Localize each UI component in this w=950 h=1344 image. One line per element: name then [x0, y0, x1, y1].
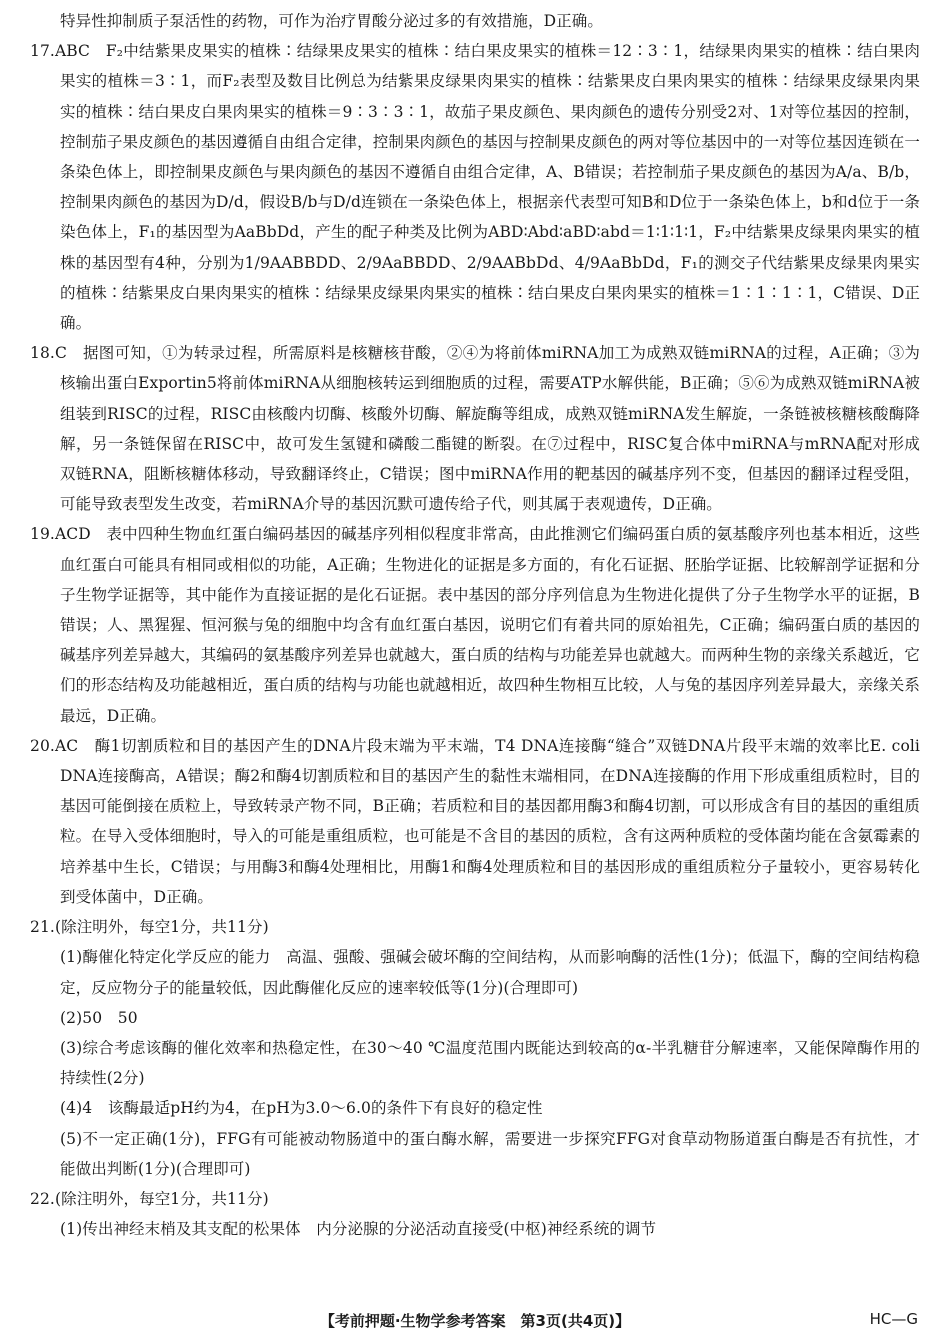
answer-17 [30, 36, 920, 338]
answer-21-header [30, 912, 920, 942]
answer-21-part-1: (1)酶催化特定化学反应的能力 高温、强酸、强碱会破坏酶的空间结构，从而影响酶的活性(1分)；低温下，酶的空间结构稳定，反应物分子的能量较低，因此酶催化反应的速率较低等(1分)(合理即可) [60, 948, 920, 997]
answer-number: 22. [30, 1189, 55, 1208]
answer-number: 21. [30, 918, 55, 937]
answer-page [30, 6, 920, 1244]
answer-number: 18. [30, 344, 55, 363]
answer-number: 17. [30, 42, 55, 61]
answer-text: ACD 表中四种生物血红蛋白编码基因的碱基序列相似程度非常高，由此推测它们编码蛋白质的氨基酸序列也基本相近，这些血红蛋白可能具有相同或相似的功能，A正确；生物进化的证据是多方面的，有化石证据、胚胎学证据、比较解剖学证据和分子生物学证据等，其中能作为直接证据的是化石证据。表中基因的部分序列信息为生物进化提供了分子生物学水平的证据，B错误；人、黑猩猩、恒河猴与兔的细胞中均含有血红蛋白基因，说明它们有着共同的原始祖先，C正确；编码蛋白质的基因的碱基序列差异越大，其编码的氨基酸序列差异也就越大，蛋白质的结构与功能差异也就越大。而两种生物的亲缘关系越近，它们的形态结构及功能越相近，蛋白质的结构与功能也就越相近，故四种生物相互比较，人与兔的基因序列差异最大，亲缘关系最远，D正确。 [54, 525, 920, 725]
scoring-note: (除注明外，每空1分，共11分) [54, 918, 269, 937]
answer-text: AC 酶1切割质粒和目的基因产生的DNA片段末端为平末端，T4 DNA连接酶“缝合”双链DNA片段平末端的效率比E. coli DNA连接酶高，A错误；酶2和酶4切割质粒和目的基因产生的黏性末端相同，在DNA连接酶的作用下形成重组质粒时，目的基因可能倒接在质粒上，导致转录产物不同，B正确；若质粒和目的基因都用酶3和酶4切割，可以形成含有目的基因的重组质粒。在导入受体细胞时，导入的可能是重组质粒，也可能是不含目的基因的质粒，含有这两种质粒的受体菌均能在含氨霉素的培养基中生长，C错误；与用酶3和酶4处理相比，用酶1和酶4处理质粒和目的基因形成的重组质粒分子量较小，更容易转化到受体菌中，D正确。 [54, 736, 920, 906]
answer-21-part-4: (4)4 该酶最适pH约为4，在pH为3.0～6.0的条件下有良好的稳定性 [60, 1099, 543, 1118]
answer-22-header [30, 1184, 920, 1214]
scoring-note: (除注明外，每空1分，共11分) [54, 1189, 269, 1208]
answer-number: 20. [30, 736, 55, 755]
answer-text: ABC F₂中结紫果皮果实的植株∶结绿果皮果实的植株∶结白果皮果实的植株＝12∶3∶1，结绿果肉果实的植株∶结白果肉果实的植株＝3∶1，而F₂表型及数目比例总为结紫果皮绿果肉果实的植株∶结紫果皮白果肉果实的植株∶结绿果皮绿果肉果实的植株∶结白果皮白果肉果实的植株＝9∶3∶3∶1，故茄子果皮颜色、果肉颜色的遗传分别受2对、1对等位基因的控制，控制茄子果皮颜色的基因遵循自由组合定律，控制果肉颜色的基因与控制果皮颜色的两对等位基因中的一对等位基因连锁在一条染色体上，即控制果皮颜色与果肉颜色的基因不遵循自由组合定律，A、B错误；若控制茄子果皮颜色的基因为A/a、B/b，控制果肉颜色的基因为D/d，假设B/b与D/d连锁在一条染色体上，根据亲代表型可知B和D位于一条染色体上，b和d位于一条染色体上，F₁的基因型为AaBbDd，产生的配子种类及比例为ABD∶Abd∶aBD∶abd＝1∶1∶1∶1，F₂中结紫果皮绿果肉果实的植株的基因型有4种，分别为1/9AABBDD、2/9AaBBDD、2/9AABbDd、4/9AaBbDd，F₁的测交子代结紫果皮绿果肉果实的植株∶结紫果皮白果肉果实的植株∶结绿果皮绿果肉果实的植株∶结白果皮白果肉果实的植株＝1∶1∶1∶1，C错误、D正确。 [54, 42, 920, 333]
page-footer [0, 1308, 950, 1334]
answer-number: 19. [30, 525, 55, 544]
footer-code: HC—G [869, 1310, 918, 1328]
answer-21-part-2: (2)50 50 [60, 1008, 138, 1027]
footer-title: 【考前押题·生物学参考答案 第3页(共4页)】 [319, 1312, 631, 1330]
answer-22-part-1: (1)传出神经末梢及其支配的松果体 内分泌腺的分泌活动直接受(中枢)神经系统的调节 [60, 1220, 657, 1239]
answer-19 [30, 519, 920, 730]
answer-21-part-3: (3)综合考虑该酶的催化效率和热稳定性，在30～40 ℃温度范围内既能达到较高的α-半乳糖苷分解速率，又能保障酶作用的持续性(2分) [60, 1038, 920, 1088]
continuation-line: 特异性抑制质子泵活性的药物，可作为治疗胃酸分泌过多的有效措施，D正确。 [60, 12, 603, 30]
answer-20 [30, 731, 920, 912]
answer-18 [30, 338, 920, 519]
answer-21-part-5: (5)不一定正确(1分)，FFG有可能被动物肠道中的蛋白酶水解，需要进一步探究FFG对食草动物肠道蛋白酶是否有抗性，才能做出判断(1分)(合理即可) [60, 1129, 920, 1178]
answer-text: C 据图可知，①为转录过程，所需原料是核糖核苷酸，②④为将前体miRNA加工为成熟双链miRNA的过程，A正确；③为核输出蛋白Exportin5将前体miRNA从细胞核转运到细胞质的过程，需要ATP水解供能，B正确；⑤⑥为成熟双链miRNA被组装到RISC的过程，RISC由核酸内切酶、核酸外切酶、解旋酶等组成，成熟双链miRNA发生解旋，一条链被核糖核酸酶降解，另一条链保留在RISC中，故可发生氢键和磷酸二酯键的断裂。在⑦过程中，RISC复合体中miRNA与mRNA配对形成双链RNA，阻断核糖体移动，导致翻译终止，C错误；图中miRNA作用的靶基因的碱基序列不变，但基因的翻译过程受阻，可能导致表型发生改变，若miRNA介导的基因沉默可遗传给子代，则其属于表观遗传，D正确。 [54, 344, 920, 514]
